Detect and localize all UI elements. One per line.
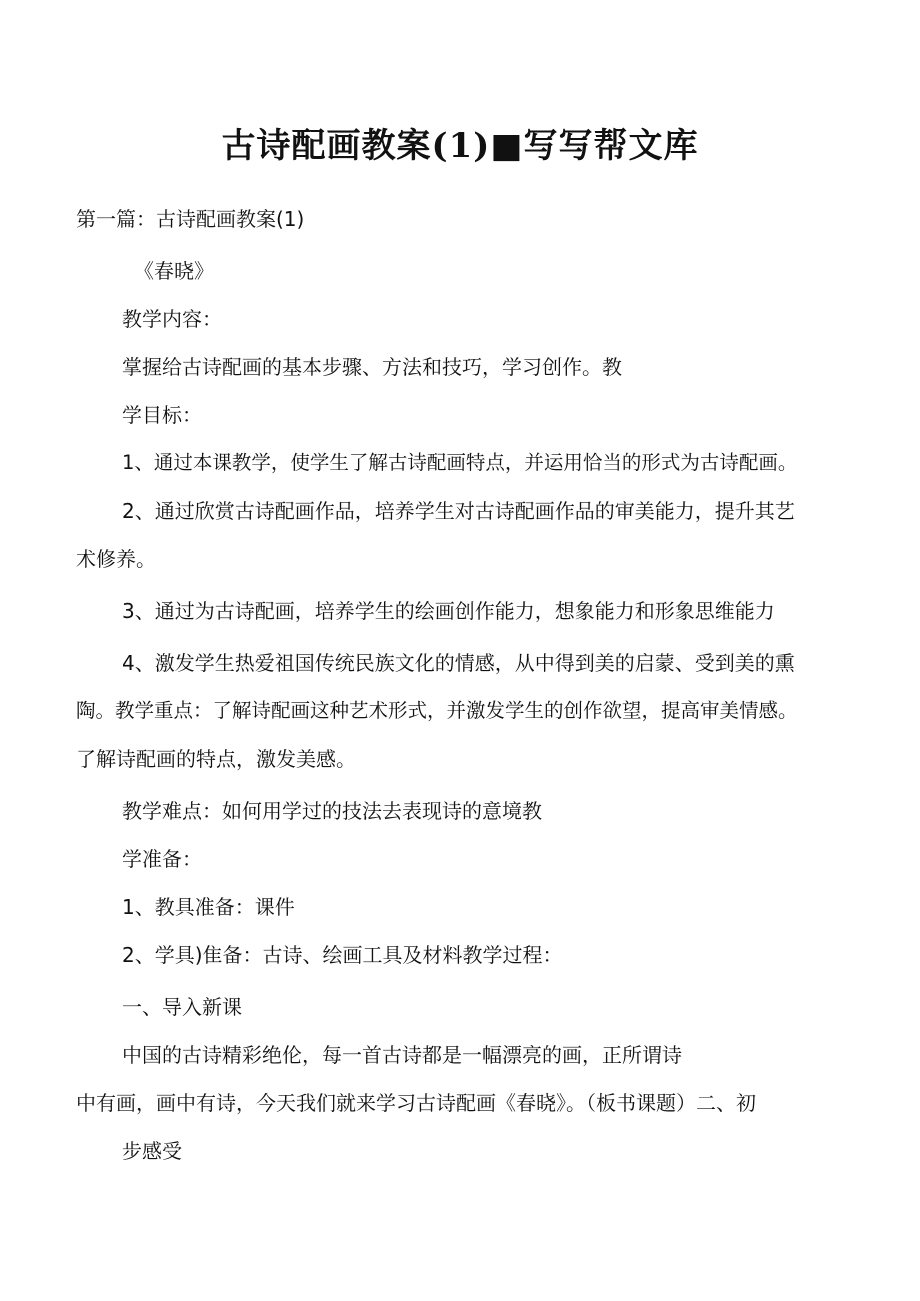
- section-heading: 第一篇：古诗配画教案(1): [76, 207, 305, 231]
- paragraph-line: 陶。教学重点：了解诗配画这种艺术形式，并激发学生的创作欲望，提高审美情感。: [76, 699, 798, 722]
- paragraph-line: 中有画，画中有诗，今天我们就来学习古诗配画《春晓》。（板书课题）二、初: [76, 1091, 756, 1115]
- paragraph-line: 2、学具)隹备：古诗、绘画工具及材料教学过程：: [122, 943, 563, 967]
- paragraph-line: 了解诗配画的特点，激发美感。: [76, 747, 356, 771]
- poem-title: 《春晓》: [134, 259, 214, 283]
- paragraph-line: 术修养。: [76, 547, 156, 571]
- paragraph-line: 2、通过欣赏古诗配画作品，培养学生对古诗配画作品的审美能力，提升其艺: [122, 499, 795, 523]
- paragraph-line: 教学内容：: [122, 307, 222, 331]
- paragraph-line: 中国的古诗精彩绝伦，每一首古诗都是一幅漂亮的画，正所谓诗: [122, 1043, 682, 1067]
- paragraph-line: 步感受: [122, 1139, 182, 1163]
- paragraph-line: 一、导入新课: [122, 995, 242, 1019]
- paragraph-line: 学目标：: [122, 403, 202, 427]
- document-title: 古诗配画教案(1)■写写帮文库: [221, 126, 699, 166]
- paragraph-line: 1、教具准备：课件: [122, 895, 295, 919]
- paragraph-line: 3、通过为古诗配画，培养学生的绘画创作能力，想象能力和形象思维能力: [122, 599, 775, 623]
- paragraph-line: 4、激发学生热爱祖国传统民族文化的情感，从中得到美的启蒙、受到美的熏: [122, 651, 795, 675]
- paragraph-line: 学准备：: [122, 847, 202, 871]
- paragraph-line: 教学难点：如何用学过的技法去表现诗的意境教: [122, 799, 542, 823]
- paragraph-line: 1、通过本课教学，使学生了解古诗配画特点，并运用恰当的形式为古诗配画。: [122, 451, 798, 474]
- paragraph-line: 掌握给古诗配画的基本步骤、方法和技巧，学习创作。教: [122, 355, 622, 379]
